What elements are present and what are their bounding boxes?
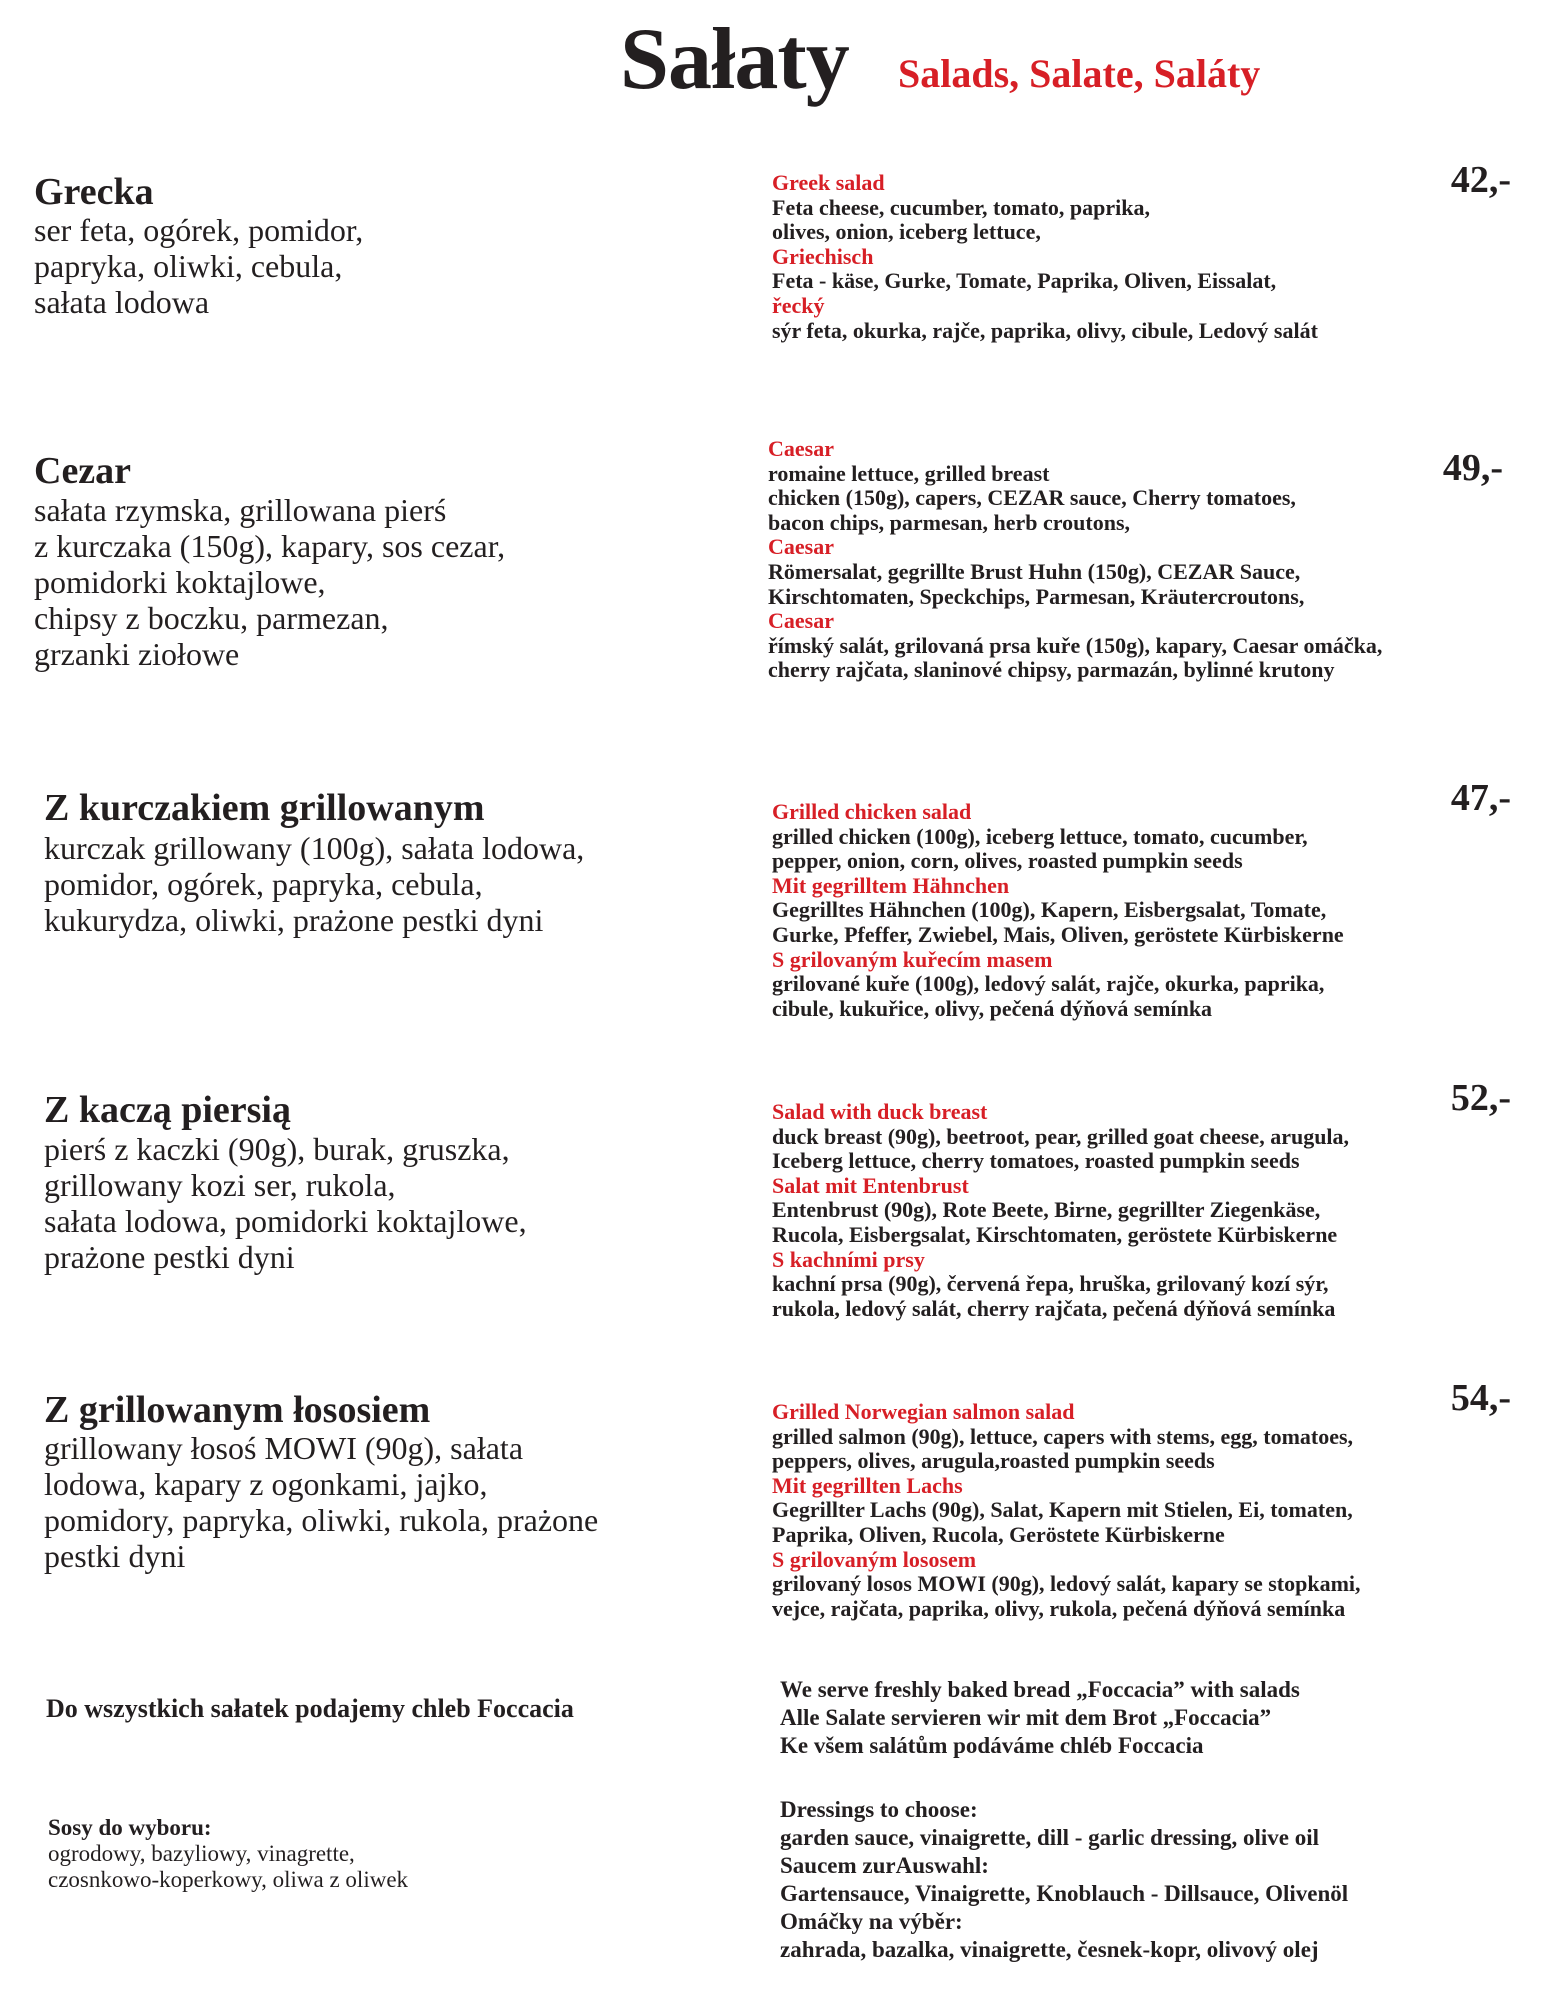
translation-desc-en: grilled salmon (90g), lettuce, capers with stems, egg, tomatoes, peppers, olives, arugula,roasted pumpkin seeds: [772, 1423, 1354, 1474]
item-name-pl: Z grillowanym łososiem: [44, 1389, 431, 1431]
translation-heading-cz: S grilovaným lososem: [772, 1546, 977, 1572]
translation-heading-de: Caesar: [768, 534, 834, 560]
bread-note-en: We serve freshly baked bread „Foccacia” with salads: [780, 1677, 1300, 1702]
item-name-pl: Z kaczą piersią: [44, 1089, 291, 1131]
translation-heading-de: Mit gegrilltem Hähnchen: [772, 872, 1010, 898]
translation-heading-cz: S kachními prsy: [772, 1246, 925, 1272]
item-translations: [768, 437, 1382, 683]
translation-heading-en: Greek salad: [772, 170, 885, 195]
item-desc-pl: sałata rzymska, grillowana pierś z kurczaka (150g), kapary, sos cezar, pomidorki koktajlowe, chipsy z boczku, parmezan, grzanki ziołowe: [34, 492, 506, 672]
item-price: 54,-: [1450, 1377, 1511, 1419]
item-price: 42,-: [1450, 159, 1511, 201]
bread-note-de: Alle Salate servieren wir mit dem Brot „Foccacia”: [780, 1705, 1272, 1730]
translation-desc-de: Entenbrust (90g), Rote Beete, Birne, gegrillter Ziegenkäse, Rucola, Eisbergsalat, Kirschtomaten, geröstete Kürbiskerne: [772, 1197, 1338, 1247]
translation-desc-en: grilled chicken (100g), iceberg lettuce, tomato, cucumber, pepper, onion, corn, olives, roasted pumpkin seeds: [772, 823, 1308, 874]
dressings-de-heading: Saucem zurAuswahl:: [780, 1853, 989, 1878]
sauces-pl-line: czosnkowo-koperkowy, oliwa z oliwek: [48, 1867, 409, 1892]
translation-desc-en: romaine lettuce, grilled breast chicken (150g), capers, CEZAR sauce, Cherry tomatoes, bacon chips, parmesan, herb croutons,: [768, 460, 1296, 535]
translation-desc-en: duck breast (90g), beetroot, pear, grilled goat cheese, arugula, Iceberg lettuce, cherry tomatoes, roasted pumpkin seeds: [772, 1123, 1350, 1174]
translation-desc-en: Feta cheese, cucumber, tomato, paprika, olives, onion, iceberg lettuce,: [772, 194, 1151, 245]
translation-heading-de: Griechisch: [772, 243, 874, 269]
bread-note-pl: Do wszystkich sałatek podajemy chleb Foccacia: [46, 1694, 574, 1723]
item-translations: [772, 1400, 1361, 1621]
translation-desc-cz: sýr feta, okurka, rajče, paprika, olivy, cibule, Ledový salát: [772, 317, 1318, 343]
bread-note-translations: [780, 1676, 1300, 1760]
translation-heading-en: Grilled Norwegian salmon salad: [772, 1399, 1075, 1424]
translation-heading-cz: Caesar: [768, 608, 834, 634]
item-price: 52,-: [1450, 1077, 1511, 1119]
item-desc-pl: kurczak grillowany (100g), sałata lodowa, pomidor, ogórek, papryka, cebula, kukurydza, oliwki, prażone pestki dyni: [44, 830, 585, 938]
translation-heading-cz: řecký: [772, 292, 825, 318]
item-translations: [772, 171, 1318, 343]
translation-heading-de: Mit gegrillten Lachs: [772, 1472, 963, 1498]
translation-desc-cz: grilované kuře (100g), ledový salát, rajče, okurka, paprika, cibule, kukuřice, olivy, pečená dýňová semínka: [772, 971, 1325, 1021]
dressings-en: garden sauce, vinaigrette, dill - garlic dressing, olive oil: [780, 1825, 1319, 1850]
dressings-cz: zahrada, bazalka, vinaigrette, česnek-kopr, olivový olej: [780, 1937, 1319, 1962]
translation-desc-cz: kachní prsa (90g), červená řepa, hruška, grilovaný kozí sýr, rukola, ledový salát, cherry rajčata, pečená dýňová semínka: [772, 1271, 1336, 1321]
translation-heading-en: Grilled chicken salad: [772, 799, 972, 824]
item-name-pl: Grecka: [34, 171, 154, 213]
sauces-pl: [48, 1814, 408, 1893]
translation-desc-de: Gegrillter Lachs (90g), Salat, Kapern mit Stielen, Ei, tomaten, Paprika, Oliven, Rucola, Geröstete Kürbiskerne: [772, 1497, 1353, 1547]
sauces-pl-line: ogrodowy, bazyliowy, vinagrette,: [48, 1841, 355, 1866]
item-price: 47,-: [1450, 777, 1511, 819]
item-desc-pl: ser feta, ogórek, pomidor, papryka, oliwki, cebula, sałata lodowa: [34, 212, 364, 320]
dressings-translations: [780, 1796, 1348, 1964]
page-subtitle: Salads, Salate, Saláty: [898, 51, 1261, 96]
translation-heading-de: Salat mit Entenbrust: [772, 1172, 969, 1198]
item-translations: [772, 800, 1344, 1021]
dressings-cz-heading: Omáčky na výběr:: [780, 1909, 963, 1934]
item-name-pl: Cezar: [34, 450, 132, 492]
translation-desc-de: Römersalat, gegrillte Brust Huhn (150g), CEZAR Sauce, Kirschtomaten, Speckchips, Parmesan, Kräutercroutons,: [768, 558, 1305, 609]
page-title: Sałaty: [620, 11, 849, 108]
dressings-de: Gartensauce, Vinaigrette, Knoblauch - Dillsauce, Olivenöl: [780, 1881, 1349, 1906]
item-translations: [772, 1100, 1349, 1321]
dressings-en-heading: Dressings to choose:: [780, 1797, 978, 1822]
sauces-pl-heading: Sosy do wyboru:: [48, 1815, 212, 1840]
translation-desc-cz: římský salát, grilovaná prsa kuře (150g), kapary, Caesar omáčka, cherry rajčata, slaninové chipsy, parmazán, bylinné krutony: [768, 632, 1383, 683]
translation-heading-cz: S grilovaným kuřecím masem: [772, 946, 1053, 972]
item-desc-pl: pierś z kaczki (90g), burak, gruszka, grillowany kozi ser, rukola, sałata lodowa, pomidorki koktajlowe, prażone pestki dyni: [44, 1131, 527, 1275]
translation-desc-de: Gegrilltes Hähnchen (100g), Kapern, Eisbergsalat, Tomate, Gurke, Pfeffer, Zwiebel, Mais, Oliven, geröstete Kürbiskerne: [772, 897, 1344, 947]
translation-desc-de: Feta - käse, Gurke, Tomate, Paprika, Oliven, Eissalat,: [772, 268, 1277, 294]
item-desc-pl: grillowany łosoś MOWI (90g), sałata lodowa, kapary z ogonkami, jajko, pomidory, papryka, oliwki, rukola, prażone pestki dyni: [44, 1430, 599, 1574]
translation-heading-en: Caesar: [768, 436, 834, 461]
translation-desc-cz: grilovaný losos MOWI (90g), ledový salát, kapary se stopkami, vejce, rajčata, paprika, olivy, rukola, pečená dýňová semínka: [772, 1571, 1361, 1621]
bread-note-cz: Ke všem salátům podáváme chléb Foccacia: [780, 1733, 1204, 1758]
item-price: 49,-: [1442, 447, 1503, 489]
item-name-pl: Z kurczakiem grillowanym: [44, 787, 485, 829]
translation-heading-en: Salad with duck breast: [772, 1099, 988, 1124]
